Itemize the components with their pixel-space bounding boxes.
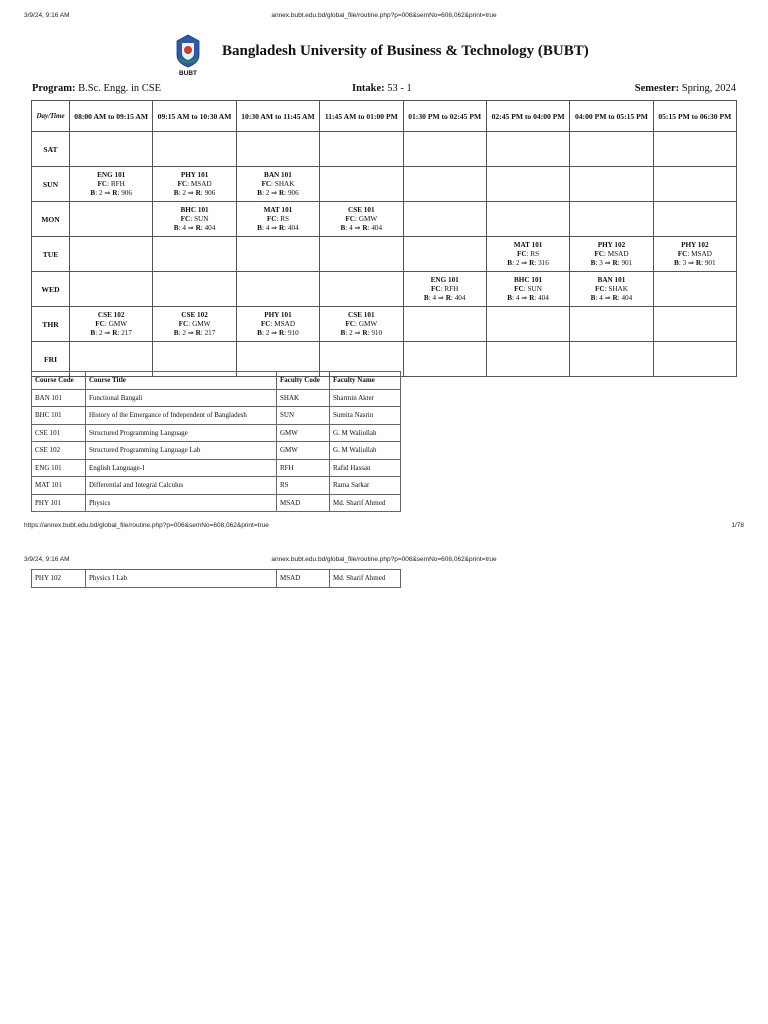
routine-row xyxy=(32,167,737,202)
faculty-code-value: RS xyxy=(530,249,540,258)
class-slot xyxy=(570,272,653,307)
print-datetime-page2: 3/9/24, 9:16 AM xyxy=(24,556,70,563)
empty-slot xyxy=(70,202,153,237)
room-label: R xyxy=(278,188,285,197)
faculty-code-value: SUN xyxy=(527,284,542,293)
empty-slot xyxy=(653,307,736,342)
batch-room: B: 2 ⇒ R: 910 xyxy=(340,328,383,337)
batch-value: 4 xyxy=(599,293,603,302)
room-value: 217 xyxy=(121,328,132,337)
course-cell: Md. Sharif Ahmed xyxy=(330,494,401,512)
course-code: BHC 101 xyxy=(180,205,209,214)
batch-label: B xyxy=(257,223,262,232)
faculty-code-value: SHAK xyxy=(608,284,628,293)
fc-label: FC xyxy=(594,249,604,258)
course-cell: Differential and Integral Calculus xyxy=(86,477,277,495)
batch-value: 2 xyxy=(98,328,103,337)
time-slot-header: 02:45 PM to 04:00 PM xyxy=(486,101,569,132)
faculty-code: FC: GMW xyxy=(178,319,211,328)
course-code: ENG 101 xyxy=(97,170,126,179)
program-meta xyxy=(32,83,736,97)
day-time-corner: Day/Time xyxy=(32,101,70,132)
empty-slot xyxy=(153,237,236,272)
room-label: R xyxy=(612,293,618,302)
class-slot xyxy=(320,202,403,237)
fc-label: FC xyxy=(95,319,105,328)
course-table-col-header: Faculty Code xyxy=(277,372,330,390)
class-slot xyxy=(486,272,569,307)
faculty-code-value: SUN xyxy=(194,214,209,223)
arrow-icon: ⇒ xyxy=(104,328,111,337)
room-value: 901 xyxy=(704,258,716,267)
room-value: 404 xyxy=(454,293,466,302)
batch-label: B xyxy=(507,258,513,267)
empty-slot xyxy=(236,132,319,167)
course-code: BAN 101 xyxy=(597,275,626,284)
batch-room: B: 2 ⇒ R: 906 xyxy=(173,188,216,197)
batch-value: 2 xyxy=(349,328,353,337)
course-cell: MSAD xyxy=(277,570,330,588)
arrow-icon: ⇒ xyxy=(187,223,194,232)
course-cell: SUN xyxy=(277,407,330,425)
faculty-code-value: GMW xyxy=(192,319,211,328)
empty-slot xyxy=(570,167,653,202)
faculty-code: FC: MSAD xyxy=(260,319,296,328)
room-value: 217 xyxy=(204,328,216,337)
batch-room: B: 4 ⇒ R: 404 xyxy=(257,223,299,232)
batch-label: B xyxy=(507,293,513,302)
day-label: THR xyxy=(32,307,70,342)
faculty-code-value: GMW xyxy=(358,319,378,328)
room-value: 404 xyxy=(287,223,299,232)
batch-value: 2 xyxy=(515,258,520,267)
university-name: Bangladesh University of Business & Technology (BUBT) xyxy=(222,43,589,59)
faculty-code: FC: GMW xyxy=(95,319,128,328)
batch-value: 4 xyxy=(432,293,437,302)
class-slot xyxy=(70,307,153,342)
faculty-code: FC: MSAD xyxy=(594,249,629,258)
batch-room: B: 2 ⇒ R: 906 xyxy=(257,188,299,197)
bubt-logo xyxy=(173,33,203,77)
empty-slot xyxy=(403,342,486,377)
faculty-code: FC: RS xyxy=(516,249,540,258)
day-label: WED xyxy=(32,272,70,307)
room-value: 316 xyxy=(538,258,549,267)
fc-label: FC xyxy=(260,319,271,328)
arrow-icon: ⇒ xyxy=(354,223,361,232)
course-cell: Physics xyxy=(86,494,277,512)
course-cell: Md. Sharif Ahmed xyxy=(330,570,401,588)
course-faculty-table-continued xyxy=(31,569,401,588)
batch-room: B: 4 ⇒ R: 404 xyxy=(590,293,633,302)
batch-value: 3 xyxy=(682,258,687,267)
batch-value: 4 xyxy=(349,223,353,232)
course-cell: GMW xyxy=(277,424,330,442)
empty-slot xyxy=(403,307,486,342)
empty-slot xyxy=(403,167,486,202)
course-cell: PHY 102 xyxy=(32,570,86,588)
program-info: Program: B.Sc. Engg. in CSE xyxy=(32,83,162,94)
course-code: PHY 102 xyxy=(681,240,709,249)
batch-label: B xyxy=(90,328,96,337)
course-row xyxy=(32,442,401,460)
course-cell: CSE 101 xyxy=(32,424,86,442)
arrow-icon: ⇒ xyxy=(187,188,194,197)
class-routine-table xyxy=(31,100,737,377)
course-table-col-header: Faculty Name xyxy=(330,372,401,390)
room-label: R xyxy=(278,223,285,232)
room-label: R xyxy=(612,258,618,267)
batch-room: B: 4 ⇒ R: 404 xyxy=(507,293,549,302)
fc-label: FC xyxy=(594,284,605,293)
fc-label: FC xyxy=(97,179,108,188)
fc-label: FC xyxy=(177,179,188,188)
empty-slot xyxy=(403,237,486,272)
batch-room: B: 4 ⇒ R: 404 xyxy=(173,223,216,232)
batch-value: 3 xyxy=(599,258,603,267)
course-cell: MAT 101 xyxy=(32,477,86,495)
batch-label: B xyxy=(257,188,262,197)
print-url: annex.bubt.edu.bd/global_file/routine.php?p=006&semNo=608,062&print=true xyxy=(271,12,497,19)
fc-label: FC xyxy=(261,179,272,188)
faculty-code-value: GMW xyxy=(358,214,378,223)
batch-room: B: 2 ⇒ R: 217 xyxy=(90,328,132,337)
batch-label: B xyxy=(590,293,596,302)
course-code: CSE 102 xyxy=(97,310,125,319)
time-slot-header: 10:30 AM to 11:45 AM xyxy=(236,101,319,132)
course-cell: G. M Waliullah xyxy=(330,424,401,442)
batch-value: 2 xyxy=(98,188,103,197)
room-label: R xyxy=(195,188,201,197)
empty-slot xyxy=(236,237,319,272)
arrow-icon: ⇒ xyxy=(104,188,111,197)
faculty-code: FC: RFH xyxy=(97,179,125,188)
class-slot xyxy=(486,237,569,272)
class-slot xyxy=(403,272,486,307)
faculty-code-value: SHAK xyxy=(274,179,295,188)
empty-slot xyxy=(653,272,736,307)
room-value: 901 xyxy=(621,258,633,267)
course-cell: PHY 101 xyxy=(32,494,86,512)
room-value: 404 xyxy=(621,293,633,302)
course-code: MAT 101 xyxy=(513,240,543,249)
batch-room: B: 2 ⇒ R: 910 xyxy=(257,328,299,337)
faculty-code: FC: MSAD xyxy=(677,249,712,258)
course-cell: History of the Emergance of Independent of Bangladesh xyxy=(86,407,277,425)
faculty-code: FC: RFH xyxy=(431,284,459,293)
course-row xyxy=(32,570,401,588)
faculty-code-value: RFH xyxy=(110,179,125,188)
time-slot-header: 08:00 AM to 09:15 AM xyxy=(70,101,153,132)
faculty-code-value: RFH xyxy=(444,284,459,293)
faculty-code: FC: GMW xyxy=(345,319,378,328)
course-cell: English Language-I xyxy=(86,459,277,477)
course-faculty-table xyxy=(31,371,401,512)
batch-room: B: 3 ⇒ R: 901 xyxy=(674,258,716,267)
empty-slot xyxy=(653,167,736,202)
semester-info: Semester: Spring, 2024 xyxy=(634,83,736,94)
faculty-code: FC: GMW xyxy=(345,214,378,223)
room-value: 910 xyxy=(287,328,299,337)
course-cell: SHAK xyxy=(277,389,330,407)
print-url-page2: annex.bubt.edu.bd/global_file/routine.php?p=006&semNo=608,062&print=true xyxy=(271,556,497,563)
empty-slot xyxy=(486,307,569,342)
day-label: FRI xyxy=(32,342,70,377)
class-slot xyxy=(236,202,319,237)
empty-slot xyxy=(320,272,403,307)
course-cell: Rafid Hassan xyxy=(330,459,401,477)
empty-slot xyxy=(403,132,486,167)
empty-slot xyxy=(486,342,569,377)
room-label: R xyxy=(195,328,201,337)
fc-label: FC xyxy=(178,319,189,328)
course-cell: Sharmin Akter xyxy=(330,389,401,407)
room-value: 906 xyxy=(204,188,216,197)
day-label: SUN xyxy=(32,167,70,202)
room-value: 404 xyxy=(538,293,549,302)
time-slot-header: 09:15 AM to 10:30 AM xyxy=(153,101,236,132)
class-slot xyxy=(70,167,153,202)
footer-url: https://annex.bubt.edu.bd/global_file/routine.php?p=006&semNo=608,062&print=true xyxy=(24,522,269,529)
empty-slot xyxy=(486,202,569,237)
batch-room: B: 4 ⇒ R: 404 xyxy=(340,223,383,232)
arrow-icon: ⇒ xyxy=(604,258,611,267)
day-label: TUE xyxy=(32,237,70,272)
course-cell: Rama Sarkar xyxy=(330,477,401,495)
batch-room: B: 3 ⇒ R: 901 xyxy=(590,258,633,267)
batch-room: B: 2 ⇒ R: 316 xyxy=(507,258,549,267)
arrow-icon: ⇒ xyxy=(437,293,444,302)
time-slot-header: 11:45 AM to 01:00 PM xyxy=(320,101,403,132)
batch-label: B xyxy=(173,223,179,232)
arrow-icon: ⇒ xyxy=(521,293,528,302)
class-slot xyxy=(236,167,319,202)
course-code: PHY 101 xyxy=(264,310,292,319)
print-datetime: 3/9/24, 9:16 AM xyxy=(24,12,70,19)
class-slot xyxy=(153,307,236,342)
batch-room: B: 2 ⇒ R: 906 xyxy=(90,188,132,197)
course-cell: GMW xyxy=(277,442,330,460)
arrow-icon: ⇒ xyxy=(187,328,194,337)
room-label: R xyxy=(112,328,118,337)
batch-label: B xyxy=(423,293,429,302)
faculty-code: FC: SUN xyxy=(514,284,542,293)
course-code: BHC 101 xyxy=(513,275,543,284)
batch-label: B xyxy=(674,258,679,267)
course-row xyxy=(32,477,401,495)
fc-label: FC xyxy=(345,214,356,223)
batch-label: B xyxy=(590,258,596,267)
svg-text:BUBT: BUBT xyxy=(178,70,198,77)
day-label: SAT xyxy=(32,132,70,167)
routine-row xyxy=(32,202,737,237)
course-cell: Structured Programming Language xyxy=(86,424,277,442)
batch-label: B xyxy=(173,188,179,197)
batch-room: B: 2 ⇒ R: 217 xyxy=(173,328,216,337)
batch-value: 2 xyxy=(182,188,186,197)
arrow-icon: ⇒ xyxy=(271,188,278,197)
empty-slot xyxy=(570,202,653,237)
course-table-col-header: Course Code xyxy=(32,372,86,390)
course-cell: Structured Programming Language Lab xyxy=(86,442,277,460)
room-label: R xyxy=(362,328,368,337)
class-slot xyxy=(320,307,403,342)
empty-slot xyxy=(486,132,569,167)
course-cell: G. M Waliullah xyxy=(330,442,401,460)
course-cell: BAN 101 xyxy=(32,389,86,407)
batch-value: 2 xyxy=(182,328,186,337)
room-label: R xyxy=(362,223,368,232)
faculty-code-value: MSAD xyxy=(190,179,212,188)
empty-slot xyxy=(403,202,486,237)
empty-slot xyxy=(70,272,153,307)
routine-header-row xyxy=(32,101,737,132)
course-row xyxy=(32,389,401,407)
empty-slot xyxy=(570,307,653,342)
faculty-code: FC: SHAK xyxy=(594,284,628,293)
arrow-icon: ⇒ xyxy=(688,258,695,267)
empty-slot xyxy=(70,237,153,272)
course-cell: BHC 101 xyxy=(32,407,86,425)
batch-label: B xyxy=(173,328,179,337)
batch-label: B xyxy=(90,188,96,197)
day-label: MON xyxy=(32,202,70,237)
empty-slot xyxy=(320,237,403,272)
course-row xyxy=(32,424,401,442)
arrow-icon: ⇒ xyxy=(271,223,278,232)
arrow-icon: ⇒ xyxy=(521,258,528,267)
empty-slot xyxy=(653,342,736,377)
class-slot xyxy=(236,307,319,342)
batch-value: 2 xyxy=(265,188,270,197)
empty-slot xyxy=(320,132,403,167)
course-code: CSE 101 xyxy=(348,310,375,319)
course-code: PHY 101 xyxy=(180,170,209,179)
course-cell: RS xyxy=(277,477,330,495)
course-row xyxy=(32,459,401,477)
class-slot xyxy=(570,237,653,272)
routine-row xyxy=(32,237,737,272)
faculty-code-value: GMW xyxy=(108,319,128,328)
batch-label: B xyxy=(257,328,262,337)
arrow-icon: ⇒ xyxy=(354,328,361,337)
room-label: R xyxy=(529,293,535,302)
faculty-code-value: MSAD xyxy=(691,249,712,258)
course-row xyxy=(32,407,401,425)
room-value: 906 xyxy=(287,188,299,197)
intake-info: Intake: 53 - 1 xyxy=(352,83,412,94)
fc-label: FC xyxy=(180,214,191,223)
batch-value: 4 xyxy=(515,293,520,302)
arrow-icon: ⇒ xyxy=(271,328,278,337)
room-label: R xyxy=(278,328,285,337)
class-slot xyxy=(653,237,736,272)
batch-value: 4 xyxy=(265,223,270,232)
empty-slot xyxy=(570,132,653,167)
time-slot-header: 05:15 PM to 06:30 PM xyxy=(653,101,736,132)
empty-slot xyxy=(486,167,569,202)
room-value: 404 xyxy=(371,223,383,232)
empty-slot xyxy=(653,132,736,167)
batch-value: 4 xyxy=(182,223,186,232)
empty-slot xyxy=(70,132,153,167)
room-label: R xyxy=(529,258,535,267)
empty-slot xyxy=(570,342,653,377)
batch-label: B xyxy=(340,328,346,337)
class-slot xyxy=(153,202,236,237)
empty-slot xyxy=(153,272,236,307)
course-code: CSE 102 xyxy=(181,310,208,319)
arrow-icon: ⇒ xyxy=(604,293,611,302)
course-cell: MSAD xyxy=(277,494,330,512)
empty-slot xyxy=(653,202,736,237)
empty-slot xyxy=(320,167,403,202)
course-cell: Physics I Lab xyxy=(86,570,277,588)
course-code: ENG 101 xyxy=(430,275,459,284)
fc-label: FC xyxy=(431,284,441,293)
faculty-code: FC: RS xyxy=(266,214,290,223)
routine-row xyxy=(32,132,737,167)
course-code: MAT 101 xyxy=(263,205,293,214)
room-value: 404 xyxy=(204,223,216,232)
course-table-col-header: Course Title xyxy=(86,372,277,390)
time-slot-header: 01:30 PM to 02:45 PM xyxy=(403,101,486,132)
room-label: R xyxy=(195,223,201,232)
course-cell: Sumita Nasrin xyxy=(330,407,401,425)
room-label: R xyxy=(445,293,451,302)
faculty-code: FC: SUN xyxy=(180,214,209,223)
room-label: R xyxy=(695,258,702,267)
routine-row xyxy=(32,272,737,307)
page-number: 1/78 xyxy=(731,522,744,529)
faculty-code-value: RS xyxy=(280,214,290,223)
course-cell: Functional Bangali xyxy=(86,389,277,407)
course-row xyxy=(32,494,401,512)
course-cell: RFH xyxy=(277,459,330,477)
course-table-header xyxy=(32,372,401,390)
class-slot xyxy=(153,167,236,202)
routine-row xyxy=(32,307,737,342)
fc-label: FC xyxy=(266,214,277,223)
course-cell: CSE 102 xyxy=(32,442,86,460)
empty-slot xyxy=(236,272,319,307)
course-cell: ENG 101 xyxy=(32,459,86,477)
fc-label: FC xyxy=(516,249,527,258)
faculty-code: FC: SHAK xyxy=(261,179,295,188)
batch-room: B: 4 ⇒ R: 404 xyxy=(423,293,466,302)
university-header xyxy=(0,33,768,79)
batch-label: B xyxy=(340,223,346,232)
fc-label: FC xyxy=(677,249,688,258)
room-value: 906 xyxy=(121,188,132,197)
batch-value: 2 xyxy=(265,328,270,337)
room-value: 910 xyxy=(371,328,383,337)
fc-label: FC xyxy=(345,319,356,328)
faculty-code-value: MSAD xyxy=(274,319,296,328)
course-code: CSE 101 xyxy=(348,205,375,214)
room-label: R xyxy=(112,188,118,197)
course-code: PHY 102 xyxy=(597,240,626,249)
faculty-code-value: MSAD xyxy=(607,249,629,258)
time-slot-header: 04:00 PM to 05:15 PM xyxy=(570,101,653,132)
course-code: BAN 101 xyxy=(264,170,292,179)
faculty-code: FC: MSAD xyxy=(177,179,212,188)
empty-slot xyxy=(153,132,236,167)
fc-label: FC xyxy=(514,284,524,293)
